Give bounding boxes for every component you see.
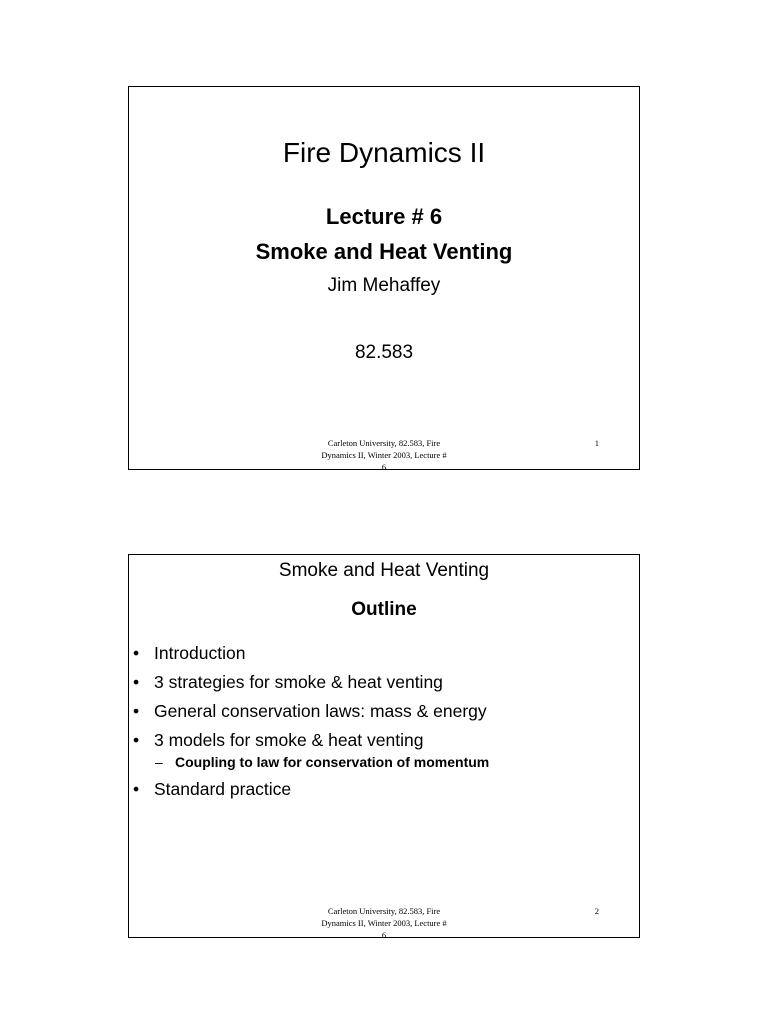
- list-item: • 3 models for smoke & heat venting: [129, 726, 489, 755]
- bullet-icon: •: [133, 643, 140, 663]
- course-code: 82.583: [354, 342, 414, 363]
- list-item: • Introduction: [129, 639, 489, 668]
- lecture-number: Lecture # 6: [325, 204, 443, 229]
- outline-heading: Outline: [351, 599, 417, 620]
- footer-line: 6: [381, 930, 387, 940]
- bullet-icon: •: [133, 672, 140, 692]
- lecture-subtitle: Smoke and Heat Venting: [255, 239, 513, 264]
- bullet-icon: •: [133, 701, 140, 721]
- slide-title: Smoke and Heat Venting: [278, 560, 490, 581]
- list-item: • General conservation laws: mass & energy: [129, 697, 489, 726]
- slide-1: [128, 86, 640, 470]
- slide-footer: [304, 437, 464, 473]
- sub-list-item: – Coupling to law for conservation of momentum: [129, 751, 489, 773]
- slide-title: Fire Dynamics II: [282, 137, 486, 168]
- author-name: Jim Mehaffey: [327, 275, 441, 296]
- list-item: • 3 strategies for smoke & heat venting: [129, 668, 489, 697]
- footer-line: Dynamics II, Winter 2003, Lecture #: [321, 450, 447, 460]
- page-number: 2: [594, 906, 599, 916]
- slide-2: [128, 554, 640, 938]
- outline-list: [129, 639, 489, 804]
- bullet-icon: •: [133, 730, 140, 750]
- bullet-icon: •: [133, 779, 140, 799]
- footer-line: Dynamics II, Winter 2003, Lecture #: [321, 918, 447, 928]
- footer-line: Carleton University, 82.583, Fire: [327, 906, 441, 916]
- footer-line: 6: [381, 462, 387, 472]
- page-number: 1: [594, 438, 599, 448]
- footer-line: Carleton University, 82.583, Fire: [327, 438, 441, 448]
- list-item: • Standard practice: [129, 775, 489, 804]
- slide-footer: [304, 905, 464, 941]
- dash-icon: –: [155, 754, 163, 770]
